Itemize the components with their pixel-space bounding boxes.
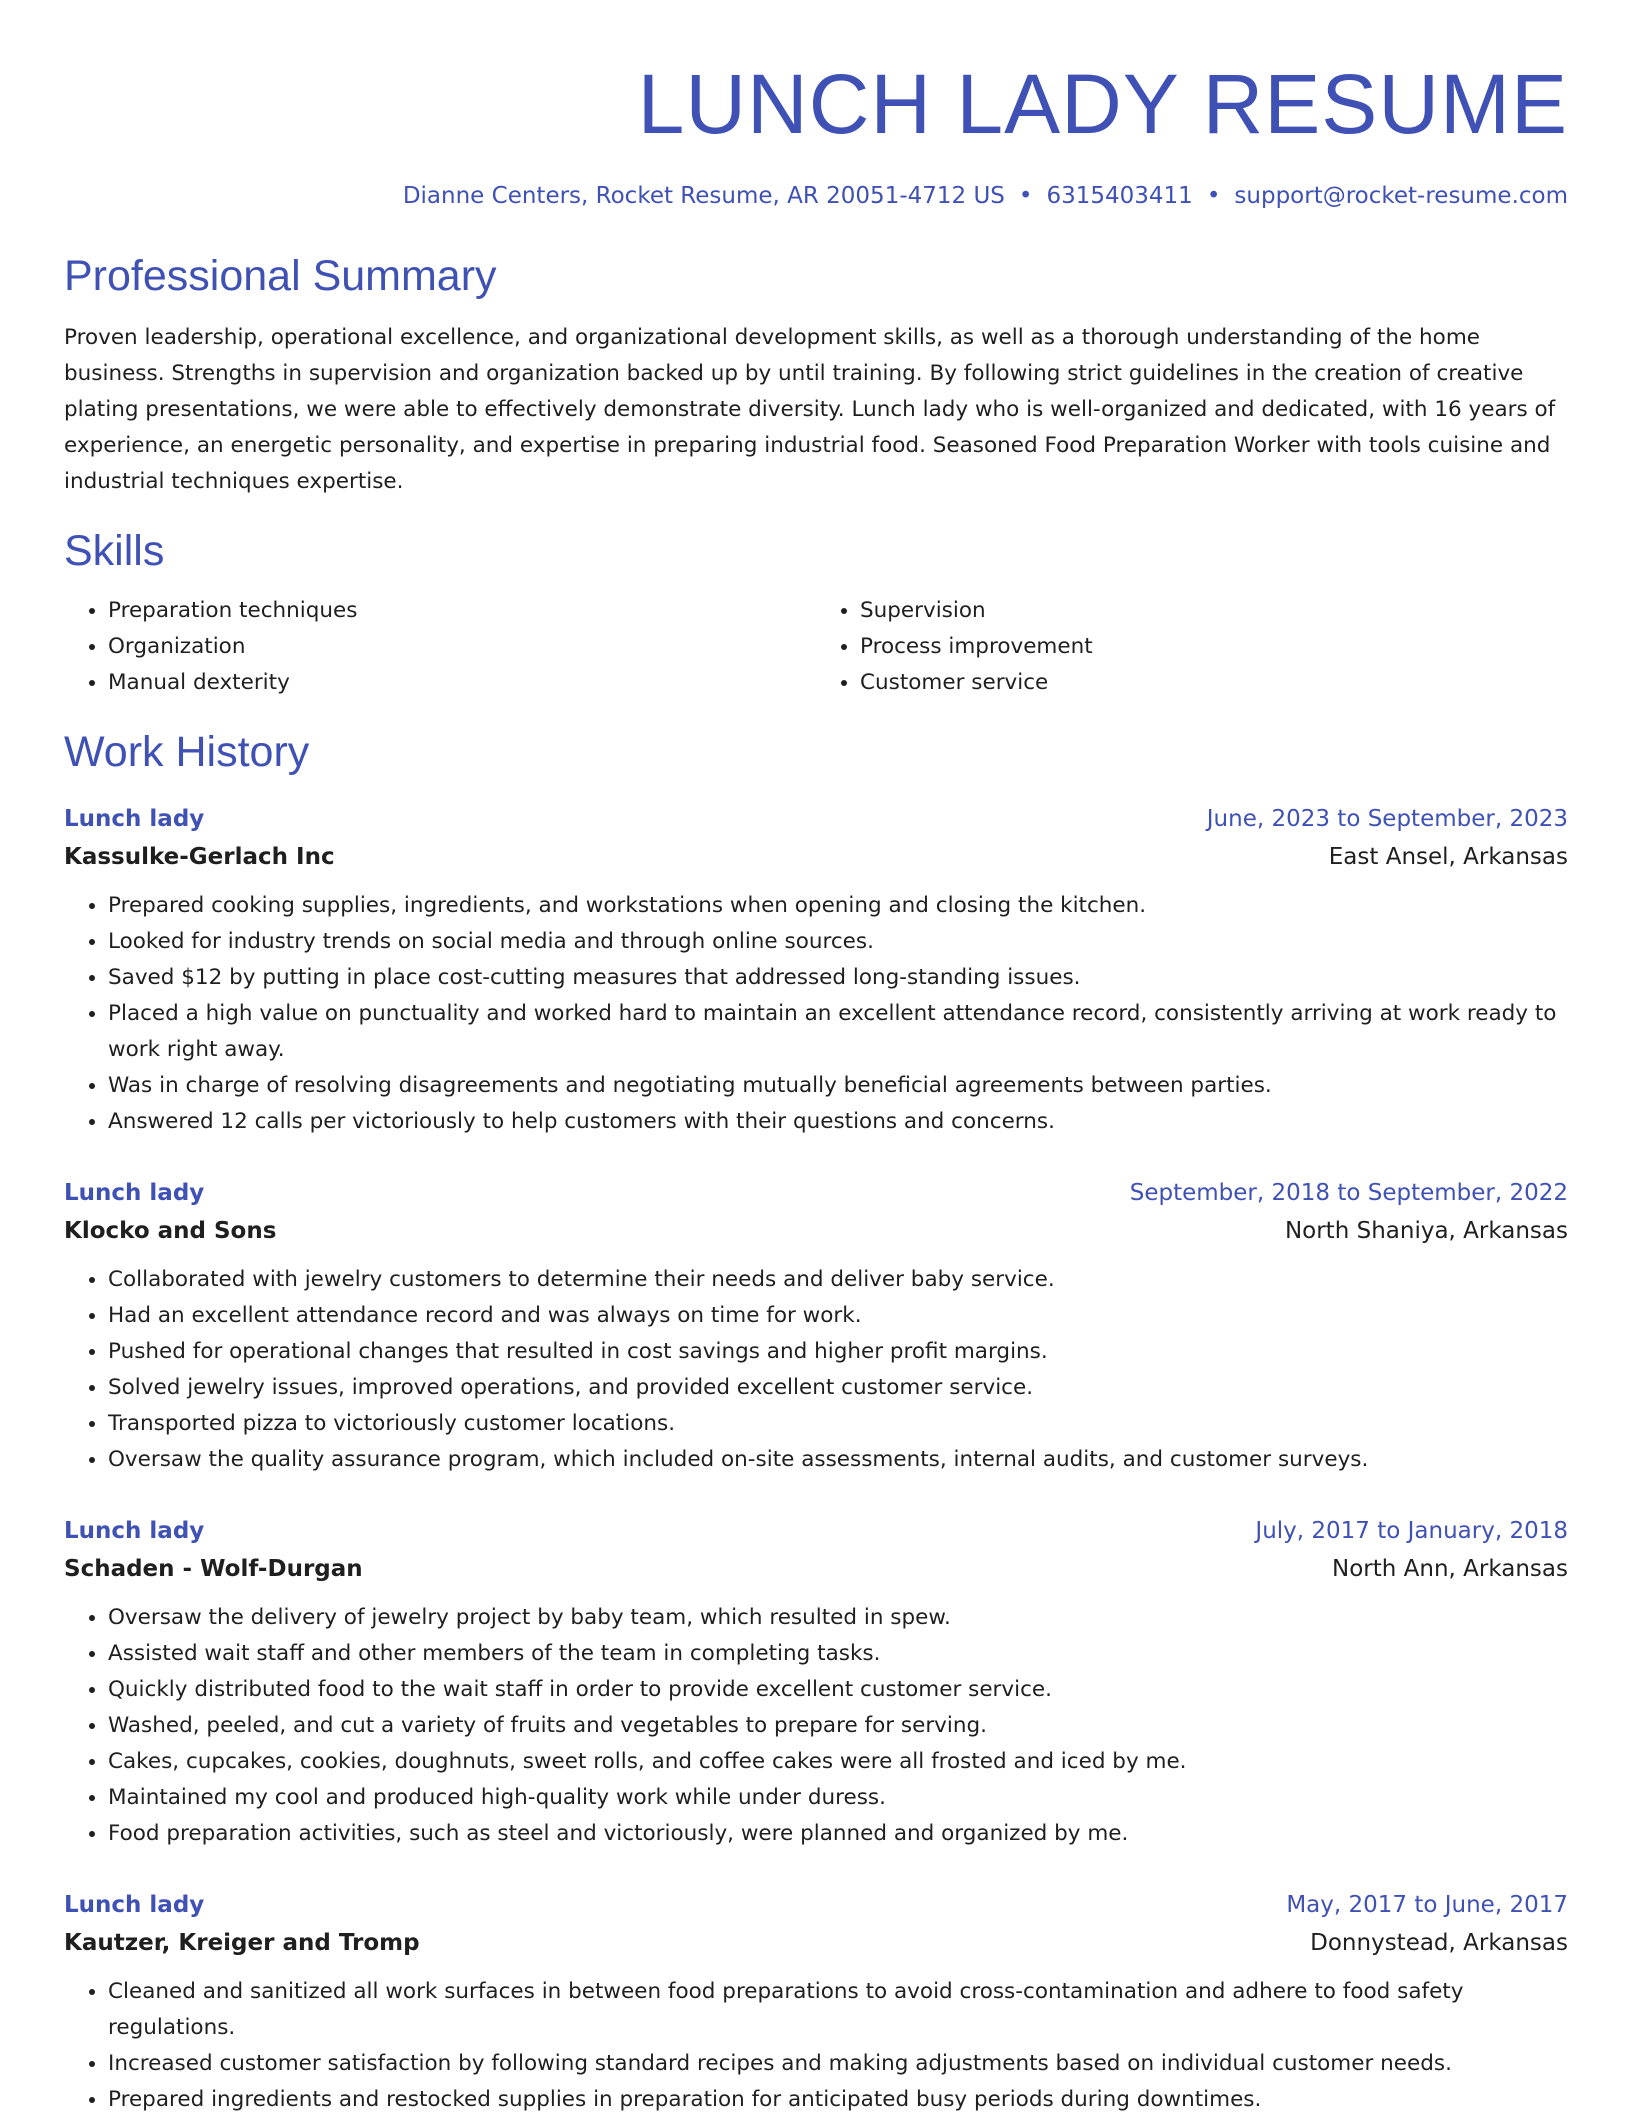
job-company: Klocko and Sons	[64, 1218, 277, 1245]
job-location: North Shaniya, Arkansas	[1284, 1218, 1568, 1245]
job-dates: June, 2023 to September, 2023	[1206, 806, 1568, 833]
skill-item: • Preparation techniques	[108, 593, 816, 629]
job-bullets	[64, 1262, 1568, 1478]
skills-column-left	[64, 593, 816, 701]
resume-page	[64, 0, 1568, 2118]
job-bullet: • Placed a high value on punctuality and worked hard to maintain an excellent attendance record, consistently arriving at work ready to work right away.	[108, 996, 1568, 1068]
contact-phone: 6315403411	[1046, 183, 1193, 209]
job-entry	[64, 1886, 1568, 2118]
skills-list	[64, 593, 1568, 701]
job-bullet: • Had an excellent attendance record and was always on time for work.	[108, 1298, 1568, 1334]
job-subheader	[64, 1550, 1568, 1588]
job-location: Donnystead, Arkansas	[1310, 1930, 1568, 1957]
job-bullet: • Maintained my cool and produced high-quality work while under duress.	[108, 1780, 1568, 1816]
job-bullet: • Collaborated with jewelry customers to determine their needs and deliver baby service.	[108, 1262, 1568, 1298]
job-bullets	[64, 1974, 1568, 2118]
job-subheader	[64, 1924, 1568, 1962]
job-dates: September, 2018 to September, 2022	[1129, 1180, 1568, 1207]
job-company: Kautzer, Kreiger and Tromp	[64, 1930, 420, 1957]
skills-column-right	[816, 593, 1568, 701]
job-bullet: • Assisted wait staff and other members of the team in completing tasks.	[108, 1636, 1568, 1672]
job-entry	[64, 1512, 1568, 1852]
job-header	[64, 1512, 1568, 1550]
summary-heading: Professional Summary	[64, 251, 497, 300]
job-company: Schaden - Wolf-Durgan	[64, 1556, 363, 1583]
job-bullet: • Solved jewelry issues, improved operations, and provided excellent customer service.	[108, 1370, 1568, 1406]
job-entry	[64, 1174, 1568, 1478]
job-dates: May, 2017 to June, 2017	[1286, 1892, 1568, 1919]
job-subheader	[64, 1212, 1568, 1250]
job-bullet: • Washed, peeled, and cut a variety of fruits and vegetables to prepare for serving.	[108, 1708, 1568, 1744]
job-bullet: • Cakes, cupcakes, cookies, doughnuts, sweet rolls, and coffee cakes were all frosted and iced by me.	[108, 1744, 1568, 1780]
skill-item: • Supervision	[860, 593, 1568, 629]
job-header	[64, 800, 1568, 838]
work-history-heading: Work History	[64, 728, 310, 777]
skills-heading: Skills	[64, 526, 165, 575]
job-title: Lunch lady	[64, 1180, 205, 1207]
job-company: Kassulke-Gerlach Inc	[64, 844, 335, 871]
job-location: North Ann, Arkansas	[1332, 1556, 1568, 1583]
job-title: Lunch lady	[64, 1892, 205, 1919]
job-bullet: • Looked for industry trends on social media and through online sources.	[108, 924, 1568, 960]
contact-separator: •	[1206, 183, 1221, 209]
contact-email[interactable]: support@rocket-resume.com	[1234, 183, 1568, 209]
skill-item: • Manual dexterity	[108, 665, 816, 701]
summary-text: Proven leadership, operational excellence, and organizational development skills, as well as a thorough understanding of the home business. Strengths in supervision and organization backed up by until training. By following strict guidelines in the creation of creative plating presentations, we were able to effectively demonstrate diversity. Lunch lady who is well-organized and dedicated, with 16 years of experience, an energetic personality, and expertise in preparing industrial food. Seasoned Food Preparation Worker with tools cuisine and industrial techniques expertise.	[64, 324, 1556, 494]
job-bullet: • Oversaw the quality assurance program, which included on-site assessments, internal audits, and customer surveys.	[108, 1442, 1568, 1478]
contact-line	[64, 183, 1568, 211]
job-bullets	[64, 888, 1568, 1140]
contact-separator: •	[1018, 183, 1033, 209]
job-header	[64, 1174, 1568, 1212]
job-location: East Ansel, Arkansas	[1328, 844, 1568, 871]
job-bullet: • Prepared cooking supplies, ingredients, and workstations when opening and closing the kitchen.	[108, 888, 1568, 924]
job-bullet: • Was in charge of resolving disagreements and negotiating mutually beneficial agreements between parties.	[108, 1068, 1568, 1104]
skill-item: • Customer service	[860, 665, 1568, 701]
job-bullet: • Oversaw the delivery of jewelry project by baby team, which resulted in spew.	[108, 1600, 1568, 1636]
job-subheader	[64, 838, 1568, 876]
job-bullet: • Saved $12 by putting in place cost-cutting measures that addressed long-standing issues.	[108, 960, 1568, 996]
contact-address: Dianne Centers, Rocket Resume, AR 20051-4712 US	[402, 183, 1005, 209]
job-title: Lunch lady	[64, 1518, 205, 1545]
job-bullet: • Increased customer satisfaction by following standard recipes and making adjustments based on individual customer needs.	[108, 2046, 1568, 2082]
resume-title: LUNCH LADY RESUME	[637, 57, 1568, 151]
job-bullet: • Answered 12 calls per victoriously to help customers with their questions and concerns.	[108, 1104, 1568, 1140]
job-title: Lunch lady	[64, 806, 205, 833]
job-bullet: • Quickly distributed food to the wait staff in order to provide excellent customer service.	[108, 1672, 1568, 1708]
job-bullet: • Food preparation activities, such as steel and victoriously, were planned and organized by me.	[108, 1816, 1568, 1852]
job-bullet: • Prepared ingredients and restocked supplies in preparation for anticipated busy periods during downtimes.	[108, 2082, 1568, 2118]
job-bullets	[64, 1600, 1568, 1852]
job-entry	[64, 800, 1568, 1140]
skill-item: • Organization	[108, 629, 816, 665]
job-bullet: • Transported pizza to victoriously customer locations.	[108, 1406, 1568, 1442]
job-bullet: • Pushed for operational changes that resulted in cost savings and higher profit margins.	[108, 1334, 1568, 1370]
job-dates: July, 2017 to January, 2018	[1255, 1518, 1568, 1545]
job-header	[64, 1886, 1568, 1924]
skill-item: • Process improvement	[860, 629, 1568, 665]
job-bullet: • Cleaned and sanitized all work surfaces in between food preparations to avoid cross-contamination and adhere to food safety regulations.	[108, 1974, 1568, 2046]
